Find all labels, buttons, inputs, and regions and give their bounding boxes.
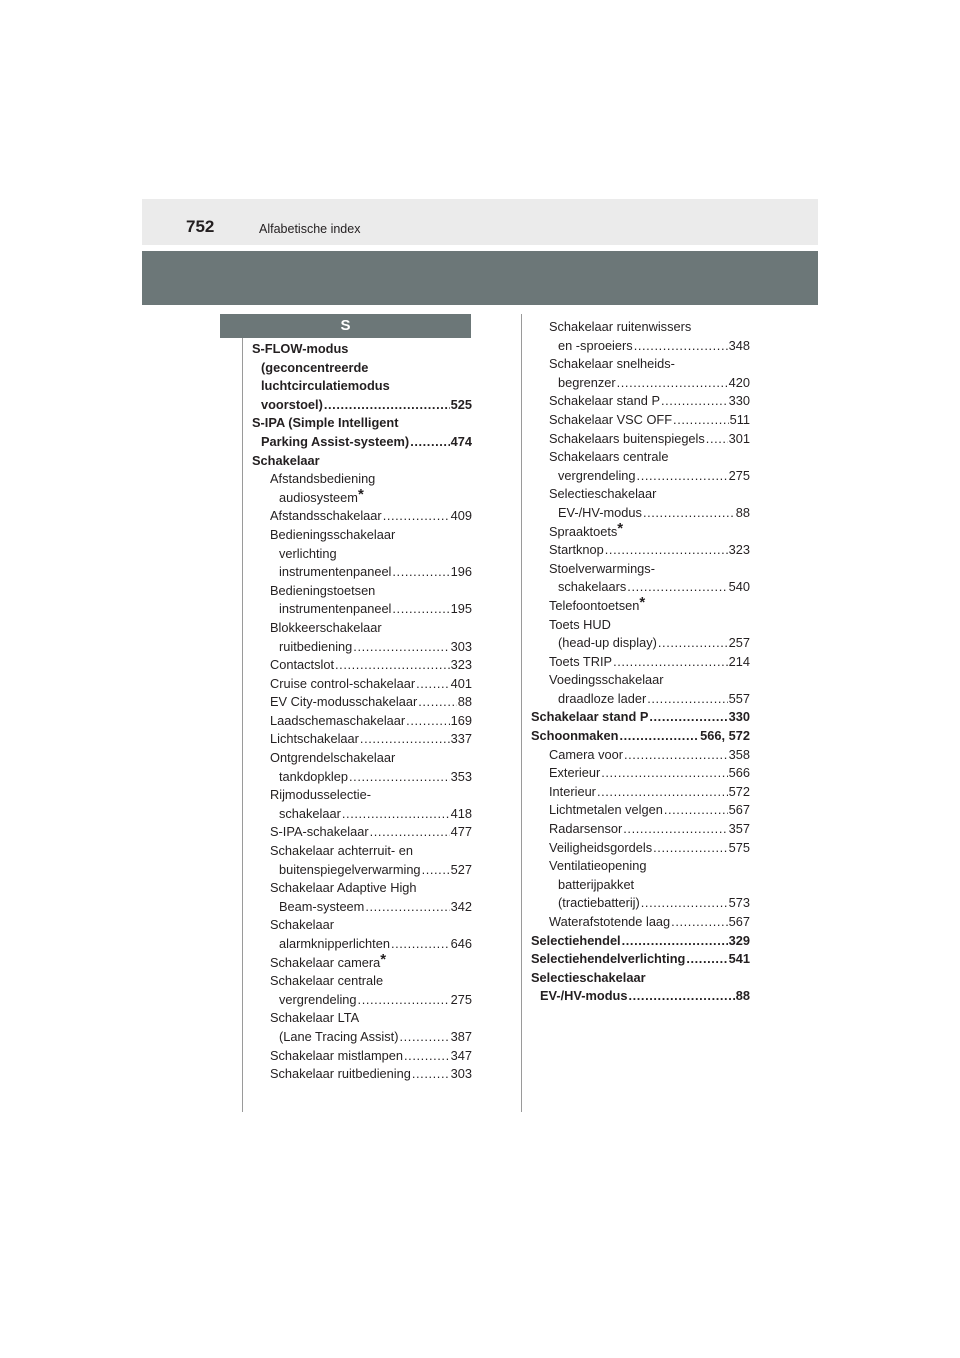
leader-dots [404, 1047, 450, 1066]
index-page-number: 573 [728, 895, 750, 911]
index-entry-text: Camera voor [549, 746, 623, 762]
leader-dots [664, 801, 728, 820]
index-entry-text: Exterieur [549, 765, 601, 781]
column-rule-left [242, 338, 243, 1112]
index-entry [531, 764, 750, 783]
leader-dots [643, 504, 735, 523]
leader-dots [617, 374, 728, 393]
index-page-number: 409 [450, 508, 472, 524]
index-entry-text: Interieur [549, 783, 596, 799]
index-entry-text: luchtcirculatiemodus [261, 378, 390, 394]
leader-dots [353, 638, 449, 657]
index-entry [252, 972, 472, 991]
leader-dots [622, 932, 728, 951]
index-entry-text: Ontgrendelschakelaar [270, 750, 396, 766]
leader-dots [624, 746, 728, 765]
index-page-number: 566 [728, 765, 750, 781]
index-entry [252, 507, 472, 526]
index-entry-text: Schakelaar achterruit- en [270, 843, 413, 859]
index-page-number: 323 [450, 657, 472, 673]
footnote-asterisk: * [617, 519, 624, 537]
index-entry [252, 485, 472, 508]
index-entry [531, 820, 750, 839]
index-entry-text: Afstandsschakelaar [270, 508, 382, 524]
index-entry-text: schakelaars [558, 579, 627, 595]
index-entry-text: Selectieschakelaar [531, 969, 646, 985]
index-entry [252, 656, 472, 675]
index-entry [252, 377, 472, 396]
index-entry [252, 898, 472, 917]
index-entry [252, 805, 472, 824]
index-entry [252, 600, 472, 619]
index-page-number: 387 [450, 1028, 472, 1044]
index-entry [252, 340, 472, 359]
index-entry [531, 467, 750, 486]
index-page-number: 214 [728, 653, 750, 669]
leader-dots [601, 764, 727, 783]
index-entry-text: Schakelaars buitenspiegels [549, 430, 705, 446]
index-entry [252, 359, 472, 378]
index-entry-text: Bedieningsschakelaar [270, 526, 396, 542]
index-entry-text: Waterafstotende laag [549, 914, 671, 929]
index-entry [252, 786, 472, 805]
leader-dots [605, 541, 728, 560]
index-page-number: 330 [728, 709, 750, 725]
leader-dots [661, 392, 728, 411]
index-entry [531, 337, 750, 356]
leader-dots [418, 693, 457, 712]
index-entry [531, 448, 750, 467]
leader-dots [360, 730, 450, 749]
index-entry-text: Lichtmetalen velgen [549, 802, 663, 818]
leader-dots [658, 634, 728, 653]
index-page-number: 88 [457, 694, 472, 710]
index-entry-text: en -sproeiers [558, 337, 633, 353]
index-page-number: 353 [450, 768, 472, 784]
index-entry-text: Schakelaars centrale [549, 449, 669, 465]
index-entry-text: Parking Assist-systeem) [261, 433, 410, 449]
index-entry-text: vergrendeling [558, 467, 636, 483]
index-entry [531, 593, 750, 616]
index-entry [252, 1028, 472, 1047]
index-page-number: 418 [450, 805, 472, 821]
index-entry-text: Schakelaar mistlampen [270, 1047, 404, 1063]
index-page-number: 540 [728, 579, 750, 595]
footnote-asterisk: * [639, 593, 646, 611]
index-entry-text: Schakelaar ruitbediening [270, 1066, 411, 1082]
index-entry-text: (geconcentreerde [261, 359, 369, 375]
index-entry-text: Schakelaar centrale [270, 973, 384, 989]
index-entry-text: EV-/HV-modus [558, 504, 642, 520]
index-entry-text: Ventilatieopening [549, 858, 647, 874]
index-entry [252, 1047, 472, 1066]
index-page-number: 330 [728, 393, 750, 409]
index-page-number: 357 [728, 821, 750, 837]
index-page-number: 257 [728, 635, 750, 651]
index-entry-text: Blokkeerschakelaar [270, 619, 382, 635]
index-entry [531, 708, 750, 727]
index-entry [531, 392, 750, 411]
index-entry-text: Schakelaar VSC OFF [549, 411, 673, 427]
index-entry [252, 619, 472, 638]
footnote-asterisk: * [380, 950, 387, 968]
index-entry [531, 857, 750, 876]
index-entry [531, 634, 750, 653]
leader-dots [335, 656, 450, 675]
index-entry [531, 504, 750, 523]
index-entry [531, 485, 750, 504]
index-page-number: 525 [450, 396, 472, 412]
index-entry-text: instrumentenpaneel [279, 601, 392, 617]
index-entry [531, 969, 750, 988]
column-rule-middle [521, 314, 522, 1112]
index-page-number: 323 [728, 542, 750, 558]
index-entry-text: Schoonmaken [531, 728, 619, 744]
index-page-number: 342 [450, 898, 472, 914]
index-page-number: 303 [450, 638, 472, 654]
leader-dots [370, 823, 450, 842]
index-entry [252, 730, 472, 749]
index-entry [252, 1065, 472, 1084]
index-entry-text: Schakelaar camera* [270, 950, 387, 970]
leader-dots [410, 433, 449, 452]
section-title: Alfabetische index [259, 222, 361, 236]
index-entry-text: Afstandsbediening [270, 471, 376, 487]
index-entry-text: vergrendeling [279, 991, 357, 1007]
index-entry [531, 560, 750, 579]
index-entry-text: Toets HUD [549, 616, 611, 632]
leader-dots [637, 467, 728, 486]
index-entry-text: EV City-modusschakelaar [270, 694, 418, 710]
leader-dots [392, 563, 449, 582]
index-entry [252, 675, 472, 694]
index-page-number: 329 [728, 932, 750, 948]
index-entry [531, 430, 750, 449]
index-entry-text: Schakelaar [252, 452, 320, 468]
index-entry-text: Contactslot [270, 657, 335, 673]
index-page-number: 88 [735, 504, 750, 520]
index-page-number: 275 [728, 467, 750, 483]
leader-dots [358, 991, 450, 1010]
index-entry [531, 318, 750, 337]
index-entry-text: Startknop [549, 542, 604, 558]
index-entry-text: Toets TRIP [549, 653, 613, 669]
header-band [142, 251, 818, 305]
index-entry-text: S-FLOW-modus [252, 341, 349, 356]
index-letter-heading: S [220, 314, 471, 338]
index-entry [252, 823, 472, 842]
index-entry [252, 749, 472, 768]
index-entry-text: Schakelaar stand P [549, 393, 660, 409]
index-entry [252, 879, 472, 898]
index-entry [252, 563, 472, 582]
index-page-number: 401 [450, 675, 472, 691]
index-entry [252, 768, 472, 787]
index-page-number: 88 [735, 988, 750, 1004]
index-page-number: 275 [450, 991, 472, 1007]
index-entry [531, 801, 750, 820]
index-entry-text: Stoelverwarmings- [549, 560, 655, 576]
leader-dots [391, 935, 450, 954]
index-page-number: 527 [450, 861, 472, 877]
index-entry [252, 1009, 472, 1028]
leader-dots [686, 950, 727, 969]
index-entry [252, 712, 472, 731]
index-entry-text: buitenspiegelverwarming [279, 861, 421, 877]
index-entry [252, 582, 472, 601]
index-entry-text: Schakelaar LTA [270, 1010, 360, 1026]
index-page-number: 646 [450, 936, 472, 951]
index-entry [531, 727, 750, 746]
leader-dots [422, 861, 450, 880]
index-entry-text: EV-/HV-modus [540, 988, 628, 1004]
index-entry-text: schakelaar [279, 805, 341, 821]
index-entry [531, 374, 750, 393]
leader-dots [406, 712, 449, 731]
index-page-number: 557 [728, 690, 750, 706]
header-bar [142, 199, 818, 245]
leader-dots [628, 987, 734, 1006]
index-entry [252, 842, 472, 861]
index-entry [252, 991, 472, 1010]
index-column-right [531, 318, 750, 1006]
index-page-number: 474 [450, 433, 472, 449]
index-column-left [252, 340, 472, 1084]
index-page-number: 358 [728, 746, 750, 762]
index-page-number: 566, 572 [700, 728, 750, 744]
index-entry [252, 638, 472, 657]
index-entry [252, 935, 472, 954]
index-entry-text: Beam-systeem [279, 898, 365, 914]
index-entry-text: audiosysteem* [279, 485, 364, 505]
leader-dots [412, 1065, 450, 1084]
index-entry-text: alarmknipperlichten [279, 936, 390, 951]
leader-dots [623, 820, 727, 839]
index-entry-text: Schakelaar snelheids- [549, 356, 675, 372]
index-entry-text: tankdopklep [279, 768, 349, 784]
index-entry [531, 671, 750, 690]
index-entry [531, 913, 750, 932]
index-entry-text: Selectiehendel [531, 932, 621, 948]
index-entry-text: Spraaktoets* [549, 519, 624, 539]
index-page-number: 567 [728, 802, 750, 818]
leader-dots [706, 430, 728, 449]
index-entry-text: (head-up display) [558, 635, 657, 651]
index-page-number: 195 [450, 601, 472, 617]
index-entry [252, 396, 472, 415]
index-entry [531, 355, 750, 374]
index-entry-text: (tractiebatterij) [558, 895, 640, 911]
leader-dots [342, 805, 450, 824]
index-entry-text: Schakelaar Adaptive High [270, 880, 417, 896]
index-entry-text: Schakelaar stand P [531, 709, 649, 725]
index-entry [531, 987, 750, 1006]
index-entry-text: draadloze lader [558, 690, 647, 706]
index-entry-text: begrenzer [558, 374, 616, 390]
index-page-number: 567 [728, 914, 750, 929]
leader-dots [653, 839, 727, 858]
index-entry [531, 783, 750, 802]
index-entry-text: Cruise control-schakelaar [270, 675, 416, 691]
index-entry-text: voorstoel) [261, 396, 323, 412]
index-page-number: 301 [728, 430, 750, 446]
index-entry-text: Schakelaar ruitenwissers [549, 319, 692, 334]
index-entry-text: Voedingsschakelaar [549, 672, 664, 688]
index-entry-text: Selectiehendelverlichting [531, 951, 686, 967]
index-entry-text: Lichtschakelaar [270, 731, 359, 747]
leader-dots [619, 727, 699, 746]
leader-dots [671, 913, 727, 932]
index-entry [531, 839, 750, 858]
index-entry-text: Telefoontoetsen* [549, 593, 646, 613]
index-entry [531, 894, 750, 913]
index-page-number: 303 [450, 1066, 472, 1082]
index-entry-text: ruitbediening [279, 638, 353, 654]
index-entry [252, 861, 472, 880]
index-entry-text: Veiligheidsgordels [549, 839, 653, 855]
index-entry-text: Selectieschakelaar [549, 486, 657, 502]
index-entry [531, 519, 750, 542]
leader-dots [416, 675, 450, 694]
index-entry-text: instrumentenpaneel [279, 564, 392, 580]
index-page-number: 196 [450, 564, 472, 580]
index-page-number: 337 [450, 731, 472, 747]
index-page-number: 572 [728, 783, 750, 799]
index-entry-text: batterijpakket [558, 876, 635, 892]
index-entry [531, 746, 750, 765]
leader-dots [349, 768, 450, 787]
leader-dots [392, 600, 449, 619]
index-page-number: 347 [450, 1047, 472, 1063]
index-entry [252, 526, 472, 545]
index-entry [531, 690, 750, 709]
index-entry-text: verlichting [279, 545, 337, 561]
index-entry [252, 545, 472, 564]
index-page-number: 541 [728, 951, 750, 967]
index-entry-text: (Lane Tracing Assist) [279, 1028, 399, 1044]
leader-dots [673, 411, 729, 430]
index-entry-text: Radarsensor [549, 821, 623, 837]
index-entry-text: Bedieningstoetsen [270, 582, 376, 598]
index-entry [252, 452, 472, 471]
index-page-number: 575 [728, 839, 750, 855]
leader-dots [647, 690, 727, 709]
index-entry-text: Schakelaar [270, 917, 335, 933]
index-entry-text: S-IPA (Simple Intelligent [252, 415, 399, 431]
leader-dots [324, 396, 450, 415]
index-entry [531, 932, 750, 951]
index-entry [252, 693, 472, 712]
leader-dots [597, 783, 728, 802]
leader-dots [634, 337, 728, 356]
leader-dots [649, 708, 727, 727]
index-entry [531, 950, 750, 969]
index-entry [531, 876, 750, 895]
leader-dots [641, 894, 728, 913]
leader-dots [383, 507, 450, 526]
index-entry [531, 411, 750, 430]
index-entry [252, 433, 472, 452]
leader-dots [365, 898, 449, 917]
index-entry [252, 916, 472, 935]
index-page-number: 477 [450, 824, 472, 840]
index-entry [531, 541, 750, 560]
index-entry-text: Laadschemaschakelaar [270, 712, 406, 728]
leader-dots [400, 1028, 450, 1047]
index-page-number: 511 [729, 411, 750, 427]
index-entry [531, 616, 750, 635]
index-entry-text: S-IPA-schakelaar [270, 824, 369, 840]
index-page-number: 420 [728, 374, 750, 390]
footnote-asterisk: * [357, 485, 364, 503]
page-number: 752 [186, 217, 215, 236]
leader-dots [613, 653, 728, 672]
index-entry [252, 950, 472, 973]
index-page-number: 169 [450, 712, 472, 728]
index-entry [531, 653, 750, 672]
index-entry [252, 414, 472, 433]
index-page-number: 348 [728, 337, 750, 353]
index-entry-text: Rijmodusselectie- [270, 787, 371, 803]
